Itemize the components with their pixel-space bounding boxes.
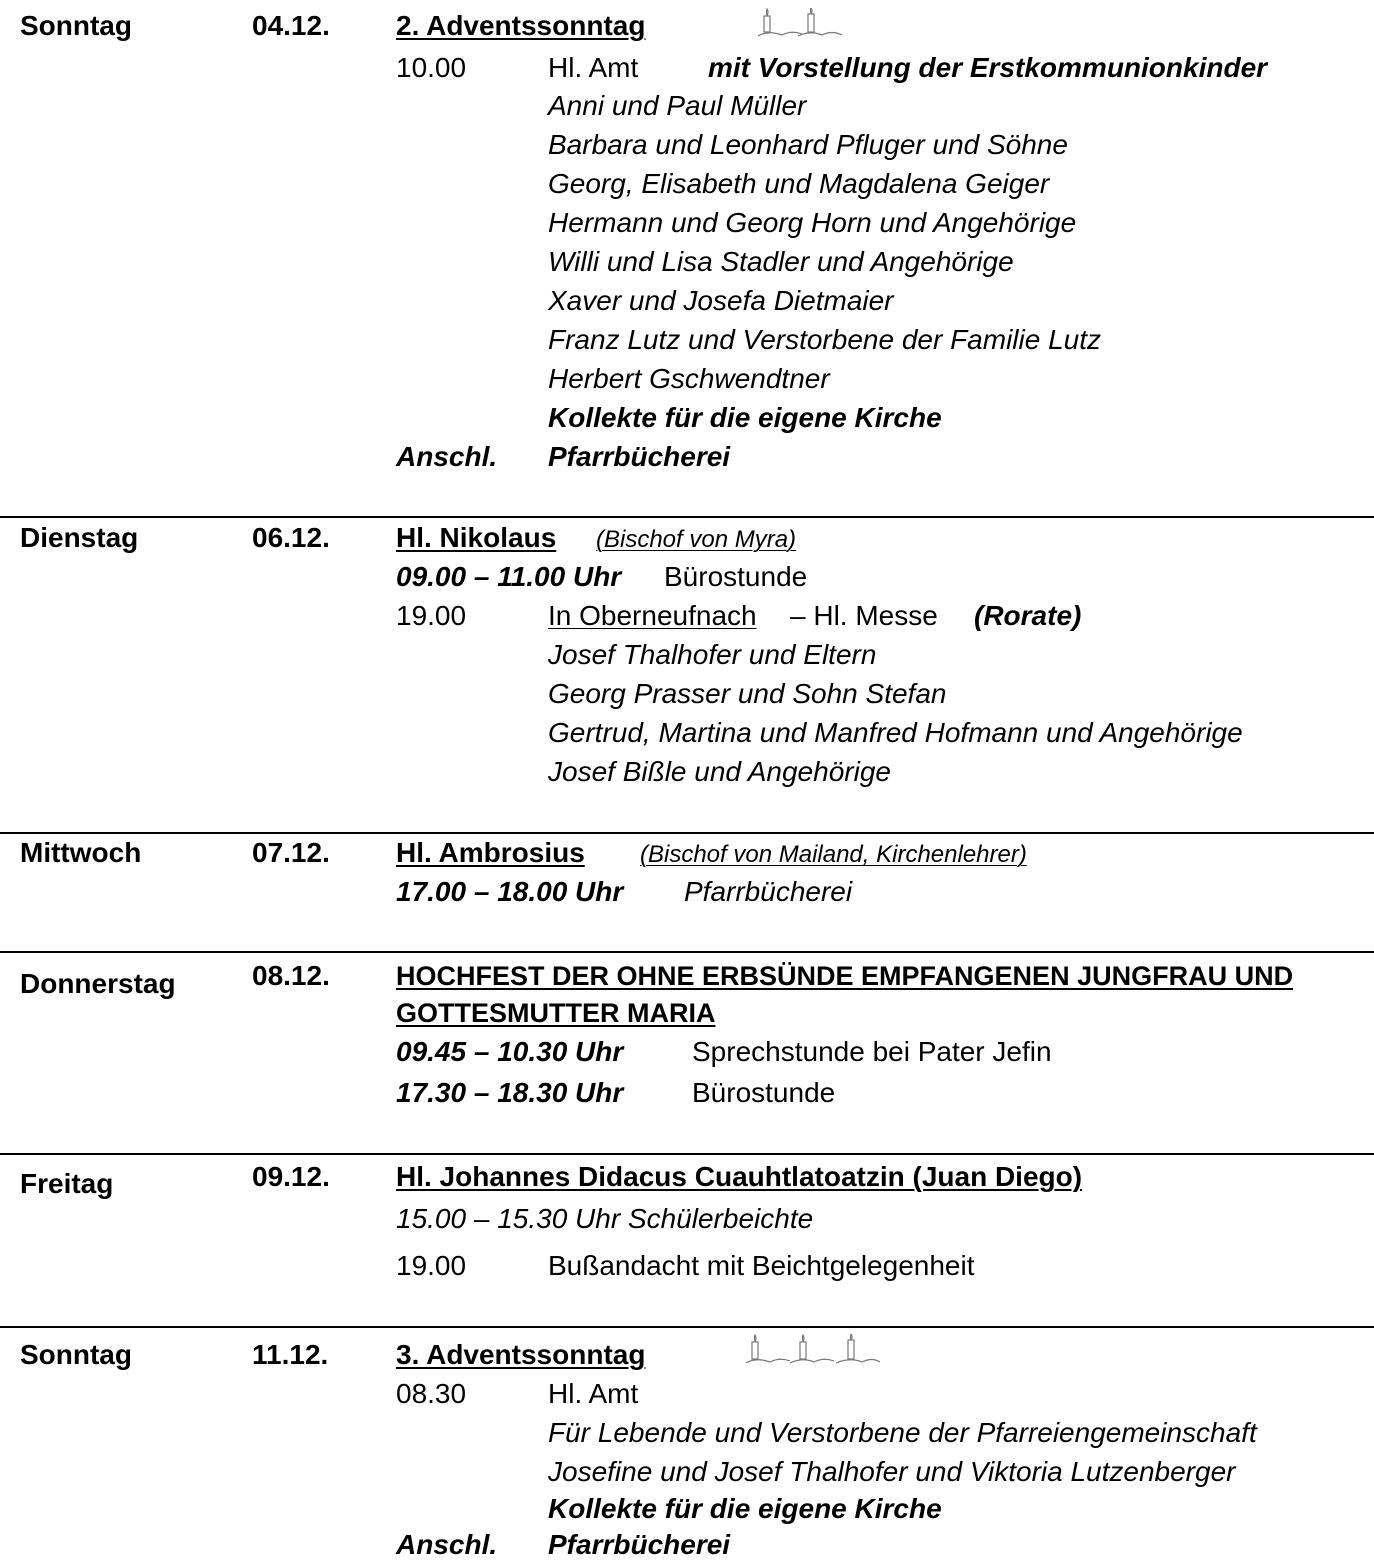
mass-label: Hl. Amt (548, 1378, 639, 1409)
date-label: 06.12. (252, 522, 330, 553)
intention-line: Herbert Gschwendtner (548, 363, 830, 394)
section-divider (0, 951, 1374, 953)
service-time: 19.00 (396, 1250, 467, 1281)
date-label: 04.12. (252, 10, 330, 41)
mass-note: mit Vorstellung der Erstkommunionkinder (708, 52, 1268, 83)
weekday-label: Mittwoch (20, 837, 142, 868)
office-time: 09.00 – 11.00 Uhr (396, 561, 622, 592)
day-title: 3. Adventssonntag (396, 1339, 646, 1370)
day-subtitle: (Bischof von Myra) (596, 526, 797, 553)
intention-line: Georg Prasser und Sohn Stefan (548, 678, 947, 709)
day-title: 2. Adventssonntag (396, 10, 646, 41)
date-label: 09.12. (252, 1161, 330, 1192)
mass-time: 10.00 (396, 52, 467, 83)
after-label: Anschl. (396, 1529, 498, 1560)
day-title-line2: GOTTESMUTTER MARIA (396, 998, 716, 1028)
day-title: Hl. Nikolaus (396, 522, 557, 553)
mass-place: In Oberneufnach (548, 600, 757, 631)
weekday-label: Sonntag (20, 10, 132, 41)
mass-time: 19.00 (396, 600, 467, 631)
intention-line: Josef Thalhofer und Eltern (548, 639, 877, 670)
after-text: Pfarrbücherei (548, 441, 731, 472)
day-title-line1: HOCHFEST DER OHNE ERBSÜNDE EMPFANGENEN JUNGFRAU UND (396, 961, 1294, 991)
intention-line: Für Lebende und Verstorbene der Pfarreiengemeinschaft (548, 1417, 1257, 1448)
section-divider (0, 516, 1374, 518)
advent-candles-icon (758, 8, 844, 40)
service-label: Bußandacht mit Beichtgelegenheit (548, 1250, 975, 1281)
section-divider (0, 1326, 1374, 1328)
collection-note: Kollekte für die eigene Kirche (548, 1493, 942, 1524)
intention-line: Anni und Paul Müller (548, 90, 807, 121)
day-subtitle: (Bischof von Mailand, Kirchenlehrer) (640, 841, 1027, 868)
collection-note: Kollekte für die eigene Kirche (548, 402, 942, 433)
weekday-label: Dienstag (20, 522, 139, 553)
date-label: 11.12. (252, 1339, 329, 1370)
after-label: Anschl. (396, 441, 498, 472)
intention-line: Josefine und Josef Thalhofer und Viktoria Lutzenberger (548, 1456, 1236, 1487)
intention-line: Gertrud, Martina und Manfred Hofmann und Angehörige (548, 717, 1243, 748)
intention-line: Xaver und Josefa Dietmaier (548, 285, 894, 316)
section-divider (0, 832, 1374, 834)
day-title: Hl. Ambrosius (396, 837, 585, 868)
date-label: 07.12. (252, 837, 330, 868)
mass-label: Hl. Amt (548, 52, 639, 83)
after-text: Pfarrbücherei (548, 1529, 731, 1560)
intention-line: Barbara und Leonhard Pfluger und Söhne (548, 129, 1068, 160)
office-label: Bürostunde (692, 1077, 836, 1108)
mass-label: – Hl. Messe (790, 600, 938, 631)
intention-line: Josef Bißle und Angehörige (548, 756, 891, 787)
confession-line: 15.00 – 15.30 Uhr Schülerbeichte (396, 1203, 814, 1234)
weekday-label: Freitag (20, 1168, 114, 1199)
office-time: 17.30 – 18.30 Uhr (396, 1077, 624, 1108)
section-divider (0, 1153, 1374, 1155)
consult-label: Sprechstunde bei Pater Jefin (692, 1036, 1052, 1067)
intention-line: Franz Lutz und Verstorbene der Familie Lutz (548, 324, 1102, 355)
advent-candles-icon (746, 1334, 882, 1368)
intention-line: Georg, Elisabeth und Magdalena Geiger (548, 168, 1050, 199)
consult-time: 09.45 – 10.30 Uhr (396, 1036, 624, 1067)
office-label: Bürostunde (664, 561, 808, 592)
library-label: Pfarrbücherei (684, 876, 853, 907)
library-time: 17.00 – 18.00 Uhr (396, 876, 624, 907)
day-title: Hl. Johannes Didacus Cuauhtlatoatzin (Juan Diego) (396, 1161, 1083, 1192)
mass-note: (Rorate) (974, 600, 1082, 631)
date-label: 08.12. (252, 960, 330, 991)
intention-line: Willi und Lisa Stadler und Angehörige (548, 246, 1014, 277)
intention-line: Hermann und Georg Horn und Angehörige (548, 207, 1077, 238)
mass-time: 08.30 (396, 1378, 467, 1409)
weekday-label: Donnerstag (20, 968, 176, 999)
weekday-label: Sonntag (20, 1339, 132, 1370)
